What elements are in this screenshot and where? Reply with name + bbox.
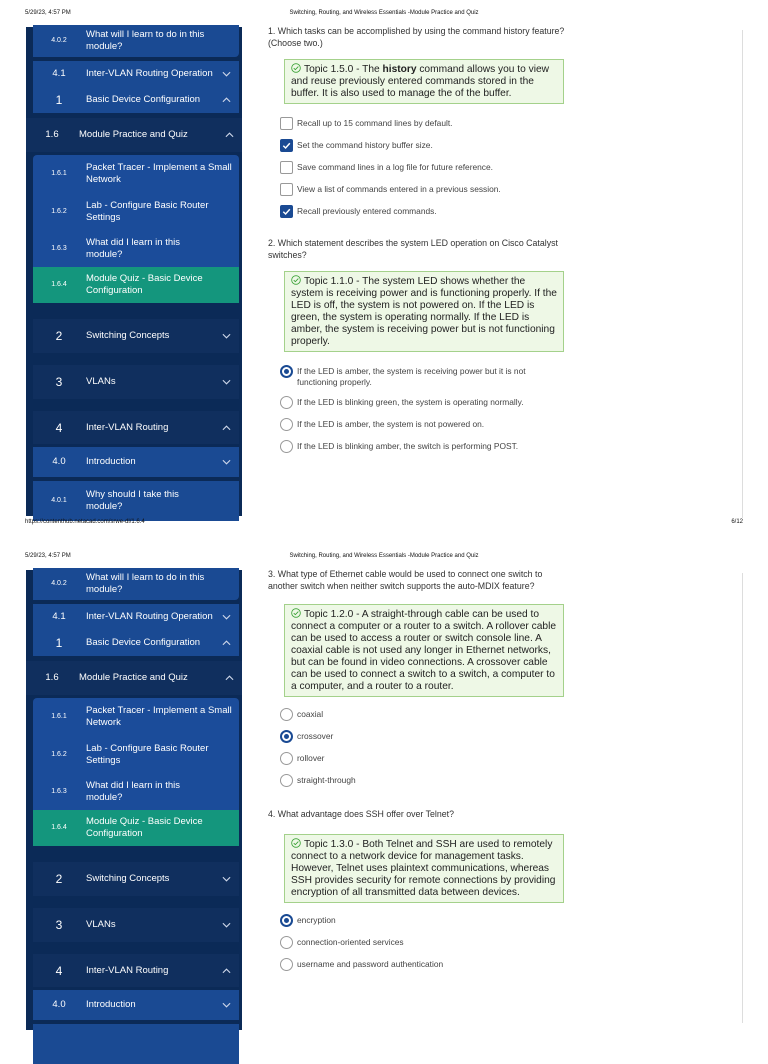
quiz-content bbox=[268, 568, 568, 981]
checkbox[interactable] bbox=[280, 183, 293, 196]
sidebar-item-1-6-4[interactable] bbox=[33, 810, 239, 846]
print-url: https://contenthub.netacad.com/srwe-dl/1.6.4 bbox=[25, 519, 145, 525]
print-footer bbox=[25, 519, 743, 529]
sidebar-item-2[interactable] bbox=[33, 862, 239, 896]
quiz-content bbox=[268, 25, 568, 463]
sidebar-item-1-6-2[interactable] bbox=[33, 193, 239, 230]
radio[interactable] bbox=[280, 708, 293, 721]
sidebar-item-4-0-1[interactable] bbox=[33, 481, 239, 521]
sidebar-item-number: 1.6.4 bbox=[51, 824, 67, 831]
sidebar-item-number: 1.6.4 bbox=[51, 281, 67, 288]
feedback-3 bbox=[284, 604, 564, 697]
option-label: If the LED is blinking green, the system is operating normally. bbox=[297, 397, 524, 407]
question-3: 3. What type of Ethernet cable would be used to connect one switch to another switch when neither switch supports the auto-MDIX feature? bbox=[268, 569, 543, 591]
option-label: Recall previously entered commands. bbox=[297, 206, 437, 216]
sidebar-item-number: 4.0.1 bbox=[51, 497, 67, 504]
feedback-2 bbox=[284, 271, 564, 352]
sidebar-item-label: Inter-VLAN Routing Operation bbox=[86, 611, 213, 622]
radio-selected[interactable] bbox=[280, 914, 293, 927]
option-item[interactable] bbox=[280, 915, 568, 928]
options-3 bbox=[280, 709, 568, 788]
sidebar-item-label: What did I learn in this module? bbox=[86, 236, 180, 260]
option-item[interactable] bbox=[280, 441, 568, 454]
sidebar-item-1[interactable] bbox=[33, 630, 239, 656]
sidebar-item-number: 1.6.3 bbox=[51, 244, 67, 252]
option-item[interactable] bbox=[280, 184, 568, 197]
sidebar-item-number: 1.6 bbox=[45, 672, 59, 683]
sidebar-item-1-6-3[interactable] bbox=[33, 773, 239, 810]
sidebar-item-number: 4.0.2 bbox=[51, 37, 67, 44]
sidebar-spacer bbox=[26, 896, 242, 908]
checkbox[interactable] bbox=[280, 117, 293, 130]
feedback-1 bbox=[284, 59, 564, 104]
radio[interactable] bbox=[280, 936, 293, 949]
sidebar-item-1-6-4[interactable] bbox=[33, 267, 239, 303]
chevron-down-icon[interactable] bbox=[222, 458, 231, 467]
sidebar-spacer bbox=[26, 399, 242, 411]
sidebar-item-label: What did I learn in this module? bbox=[86, 779, 180, 803]
option-label: If the LED is amber, the system is not powered on. bbox=[297, 419, 485, 429]
feedback-text: Topic 1.5.0 - The bbox=[304, 64, 383, 75]
sidebar-item-4-0-2[interactable] bbox=[33, 25, 239, 57]
chevron-down-icon[interactable] bbox=[222, 378, 231, 387]
option-label: Set the command history buffer size. bbox=[297, 140, 433, 150]
radio[interactable] bbox=[280, 418, 293, 431]
sidebar-spacer bbox=[26, 846, 242, 862]
sidebar-item-number: 1.6.1 bbox=[51, 713, 67, 720]
sidebar-item-number: 4.0 bbox=[52, 999, 66, 1010]
sidebar-item-4-0-1[interactable] bbox=[33, 1024, 239, 1064]
chevron-up-icon[interactable] bbox=[222, 96, 231, 105]
checkbox-checked[interactable] bbox=[280, 139, 293, 152]
print-doc-title: Switching, Routing, and Wireless Essentials -Module Practice and Quiz bbox=[289, 553, 479, 559]
sidebar-item-label: Lab - Configure Basic Router Settings bbox=[86, 199, 209, 223]
checkbox-checked[interactable] bbox=[280, 205, 293, 218]
chevron-down-icon[interactable] bbox=[222, 921, 231, 930]
sidebar-item-number: 2 bbox=[55, 872, 63, 886]
sidebar-spacer bbox=[26, 303, 242, 319]
sidebar-item-label: Introduction bbox=[86, 456, 136, 467]
sidebar-item-label: Lab - Configure Basic Router Settings bbox=[86, 742, 209, 766]
sidebar-item-label: Basic Device Configuration bbox=[86, 637, 201, 648]
sidebar-item-4-0[interactable] bbox=[33, 447, 239, 477]
check-icon bbox=[281, 140, 292, 151]
feedback-text: command allows you to view and reuse previously entered commands stored in the buffer. It is also used to manage the of the buffer. bbox=[291, 64, 549, 99]
option-item[interactable] bbox=[280, 366, 568, 388]
option-label: If the LED is blinking amber, the switch is performing POST. bbox=[297, 441, 519, 451]
chevron-down-icon[interactable] bbox=[222, 332, 231, 341]
option-label: Save command lines in a log file for future reference. bbox=[297, 162, 493, 172]
radio[interactable] bbox=[280, 958, 293, 971]
option-item[interactable] bbox=[280, 206, 568, 219]
check-circle-icon bbox=[291, 608, 301, 618]
sidebar-spacer bbox=[26, 942, 242, 954]
sidebar-item-number: 1 bbox=[55, 636, 63, 650]
print-header bbox=[25, 553, 743, 565]
question-1: 1. Which tasks can be accomplished by using the command history feature? (Choose two.) bbox=[268, 26, 565, 48]
chevron-up-icon[interactable] bbox=[222, 639, 231, 648]
option-label: username and password authentication bbox=[297, 959, 444, 969]
sidebar bbox=[26, 27, 242, 516]
feedback-text: Topic 1.3.0 - Both Telnet and SSH are used to remotely connect to a network device for management tasks. However, Telnet uses plaintext communications, whereas SSH provides security for remote connections by providing encryption of all transmitted data between devices. bbox=[291, 839, 556, 898]
options-1 bbox=[280, 118, 568, 219]
chevron-up-icon[interactable] bbox=[222, 423, 231, 432]
chevron-down-icon[interactable] bbox=[222, 1001, 231, 1010]
sidebar-item-label: Introduction bbox=[86, 999, 136, 1010]
radio[interactable] bbox=[280, 774, 293, 787]
print-page-2 bbox=[0, 543, 768, 1024]
sidebar-item-label: Switching Concepts bbox=[86, 873, 170, 884]
sidebar-item-number: 3 bbox=[55, 918, 63, 932]
option-label: connection-oriented services bbox=[297, 937, 404, 947]
option-item[interactable] bbox=[280, 419, 568, 432]
sidebar-item-label: Packet Tracer - Implement a Small Network bbox=[86, 705, 232, 728]
option-item[interactable] bbox=[280, 775, 568, 788]
check-circle-icon bbox=[291, 275, 301, 285]
sidebar-item-number: 1.6.2 bbox=[51, 750, 67, 758]
sidebar-item-number: 1.6 bbox=[45, 129, 59, 140]
sidebar-item-1-6[interactable] bbox=[26, 118, 242, 152]
sidebar-item-label: Inter-VLAN Routing bbox=[86, 421, 169, 433]
sidebar-item-label: VLANs bbox=[86, 376, 116, 387]
sidebar-item-4-0[interactable] bbox=[33, 990, 239, 1020]
feedback-text: Topic 1.2.0 - A straight-through cable can be used to connect a computer or a router to a switch. A rollover cable can be used to access a router or switch console line. A coaxial cable is not used any longer in Ethernet networks, but can be found in video connections. A crossover cable can be used to connect a switch to a switch, a computer to a computer, and a router to a router. bbox=[291, 609, 557, 692]
options-4 bbox=[280, 915, 568, 972]
sidebar-item-number: 3 bbox=[55, 375, 63, 389]
sidebar-item-number: 1.6.3 bbox=[51, 787, 67, 795]
option-label: View a list of commands entered in a previous session. bbox=[297, 184, 501, 194]
sidebar-item-number: 4 bbox=[55, 963, 63, 978]
sidebar-item-number: 4.0.2 bbox=[51, 580, 67, 587]
sidebar-item-number: 4.1 bbox=[52, 68, 66, 79]
check-icon bbox=[281, 206, 292, 217]
options-2 bbox=[280, 366, 568, 454]
option-item[interactable] bbox=[280, 162, 568, 175]
chevron-up-icon[interactable] bbox=[225, 674, 234, 683]
radio-selected[interactable] bbox=[280, 730, 293, 743]
sidebar-item-2[interactable] bbox=[33, 319, 239, 353]
sidebar-menu bbox=[26, 25, 242, 521]
feedback-4 bbox=[284, 834, 564, 903]
sidebar-item-label: Module Practice and Quiz bbox=[79, 672, 188, 683]
option-label: coaxial bbox=[297, 709, 324, 719]
question-2: 2. Which statement describes the system LED operation on Cisco Catalyst switches? bbox=[268, 238, 558, 260]
chevron-down-icon[interactable] bbox=[222, 875, 231, 884]
print-page-number: 6/12 bbox=[731, 519, 743, 525]
sidebar-item-number: 1.6.1 bbox=[51, 170, 67, 177]
sidebar-item-1-6-1[interactable] bbox=[33, 155, 239, 193]
option-label: If the LED is amber, the system is receiving power but it is not functioning properly. bbox=[297, 366, 526, 387]
sidebar-item-number: 4 bbox=[55, 420, 63, 435]
sidebar-item-number: 1.6.2 bbox=[51, 207, 67, 215]
feedback-keyword: history bbox=[382, 64, 417, 75]
sidebar-item-label: What will I learn to do in this module? bbox=[86, 572, 205, 595]
sidebar-item-label: Why should I take this module? bbox=[86, 489, 179, 512]
radio[interactable] bbox=[280, 440, 293, 453]
sidebar-menu bbox=[26, 568, 242, 1064]
sidebar-item-1-6-1[interactable] bbox=[33, 698, 239, 736]
chevron-up-icon[interactable] bbox=[225, 131, 234, 140]
sidebar-item-label: Module Practice and Quiz bbox=[79, 129, 188, 140]
option-label: encryption bbox=[297, 915, 336, 925]
radio[interactable] bbox=[280, 752, 293, 765]
check-circle-icon bbox=[291, 63, 301, 73]
option-item[interactable] bbox=[280, 709, 568, 722]
sidebar-item-1-6-2[interactable] bbox=[33, 736, 239, 773]
print-header bbox=[25, 10, 743, 22]
chevron-down-icon[interactable] bbox=[222, 70, 231, 79]
option-label: straight-through bbox=[297, 775, 356, 785]
sidebar-item-number: 4.0 bbox=[52, 456, 66, 467]
sidebar-item-3[interactable] bbox=[33, 365, 239, 399]
option-item[interactable] bbox=[280, 753, 568, 766]
sidebar-item-label: Basic Device Configuration bbox=[86, 94, 201, 105]
option-item[interactable] bbox=[280, 118, 568, 131]
sidebar-item-number: 1 bbox=[55, 93, 63, 107]
radio-selected[interactable] bbox=[280, 365, 293, 378]
sidebar bbox=[26, 570, 242, 1030]
sidebar-item-label: Inter-VLAN Routing bbox=[86, 964, 169, 976]
sidebar-item-label: Module Quiz - Basic Device Configuration bbox=[86, 816, 203, 839]
sidebar-item-label: Packet Tracer - Implement a Small Network bbox=[86, 162, 232, 185]
sidebar-item-label: What will I learn to do in this module? bbox=[86, 29, 205, 52]
option-item[interactable] bbox=[280, 937, 568, 950]
chevron-up-icon[interactable] bbox=[222, 966, 231, 975]
sidebar-item-4[interactable] bbox=[33, 954, 239, 987]
option-label: crossover bbox=[297, 731, 334, 741]
print-doc-title: Switching, Routing, and Wireless Essentials -Module Practice and Quiz bbox=[289, 10, 479, 16]
sidebar-item-4-1[interactable] bbox=[33, 604, 239, 630]
checkbox[interactable] bbox=[280, 161, 293, 174]
print-date: 5/29/23, 4:57 PM bbox=[25, 553, 71, 559]
content-divider bbox=[742, 30, 743, 518]
option-item[interactable] bbox=[280, 140, 568, 153]
option-item[interactable] bbox=[280, 731, 568, 744]
sidebar-item-1-6-3[interactable] bbox=[33, 230, 239, 267]
sidebar-item-number: 4.1 bbox=[52, 611, 66, 622]
option-label: Recall up to 15 command lines by default. bbox=[297, 118, 453, 128]
radio[interactable] bbox=[280, 396, 293, 409]
feedback-text: Topic 1.1.0 - The system LED shows whether the system is receiving power and is functioning properly. If the LED is off, the system is not powered on. If the LED is green, the system is operating normally. If the LED is amber, the system is receiving power but is not functioning properly. bbox=[291, 276, 557, 347]
option-item[interactable] bbox=[280, 959, 568, 972]
sidebar-item-4-0-2[interactable] bbox=[33, 568, 239, 600]
sidebar-item-4-1[interactable] bbox=[33, 61, 239, 87]
sidebar-item-label: Switching Concepts bbox=[86, 330, 170, 341]
sidebar-item-1[interactable] bbox=[33, 87, 239, 113]
sidebar-item-label: VLANs bbox=[86, 919, 116, 930]
print-date: 5/29/23, 4:57 PM bbox=[25, 10, 71, 16]
sidebar-item-number: 2 bbox=[55, 329, 63, 343]
sidebar-item-label: Inter-VLAN Routing Operation bbox=[86, 68, 213, 79]
option-item[interactable] bbox=[280, 397, 568, 410]
chevron-down-icon[interactable] bbox=[222, 613, 231, 622]
question-4: 4. What advantage does SSH offer over Telnet? bbox=[268, 809, 454, 819]
sidebar-item-1-6[interactable] bbox=[26, 661, 242, 695]
check-circle-icon bbox=[291, 838, 301, 848]
sidebar-item-label: Module Quiz - Basic Device Configuration bbox=[86, 273, 203, 296]
option-label: rollover bbox=[297, 753, 325, 763]
content-divider bbox=[742, 573, 743, 1023]
sidebar-item-4[interactable] bbox=[33, 411, 239, 444]
sidebar-item-3[interactable] bbox=[33, 908, 239, 942]
print-page-1 bbox=[0, 0, 768, 525]
sidebar-spacer bbox=[26, 353, 242, 365]
